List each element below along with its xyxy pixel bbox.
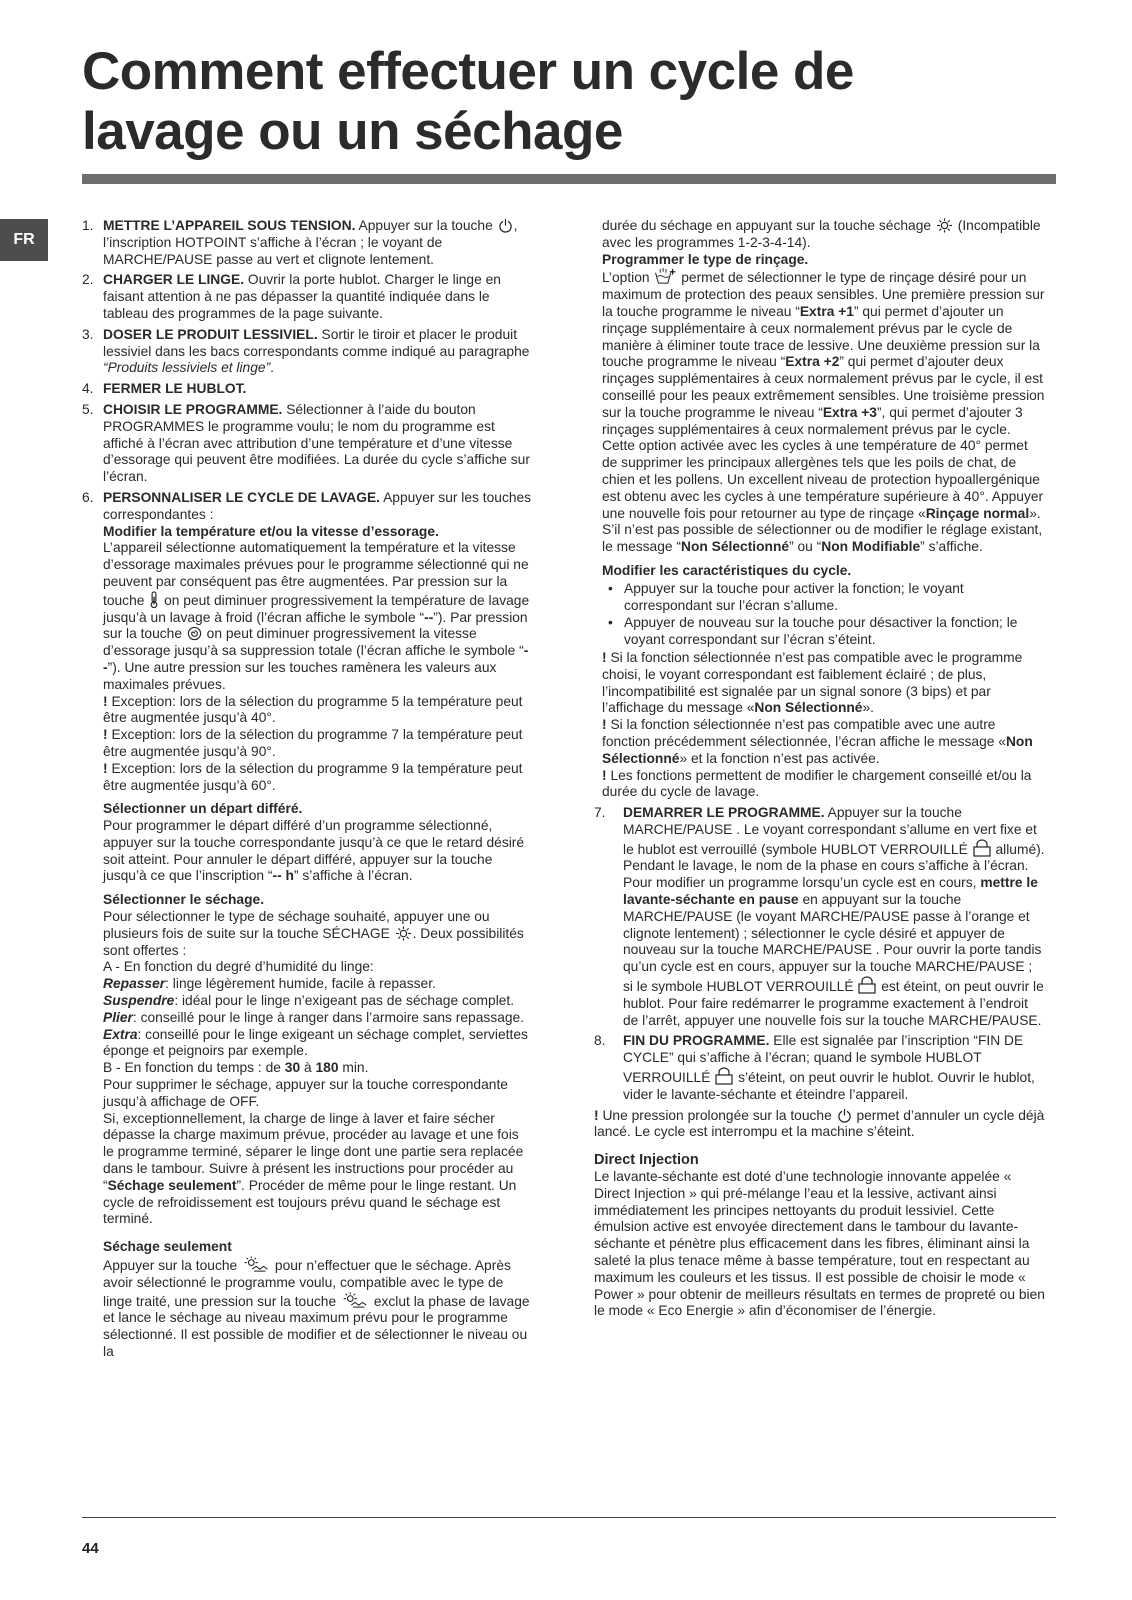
rinse-text: L’option permet de sélectionner le type de rinçage désiré pour un maximum de protection des peaux sensibles. Une première pression sur la touche programme le niveau “Extra +1” qui permet d’ajouter un rinçage supplémentaire à ceux normalement prévus par le cycle de manière à éliminer toute trace de lessive. Une deuxième pression sur la touche programme le niveau “Extra +2” qui permet d’ajouter deux rinçages supplémentaires à ceux normalement prévus par le cycle, il est conseillé pour les peaux extrêmement sensibles. Une troisième pression sur la touche programme le niveau “Extra +3”, qui permet d’ajouter 3 rinçages supplémentaires à ceux normalement prévus par le cycle. Cette option activée avec les cycles à une température de 40° permet de supprimer les principaux allergènes tels que les poils de chat, de chien et les pollens. Un excellent niveau de protection hypoallergénique est obtenu avec les cycles à une température supérieure à 40°. Appuyer une nouvelle fois pour retourner au type de rinçage «Rinçage normal». S’il n’est pas possible de sélectionner ou de modifier le réglage existant, le message “Non Sélectionné” ou “Non Modifiable” s’affiche. (602, 270, 1045, 555)
drying-continued: durée du séchage en appuyant sur la touche séchage (Incompatible avec les programmes 1-2-3-4-14). (602, 218, 1041, 250)
temperature-spin-text: L’appareil sélectionne automatiquement la température et la vitesse d’essorage maximales prévues pour le programme sélectionné qui ne peuvent par conséquent pas être augmentées. Par pression sur la touche on peut diminuer progressivement la température de lavage jusqu’à un lavage à froid (l’écran affiche le symbole “--”). Par pression sur la touche on peut diminuer progressivement la vitesse d’essorage jusqu’à sa suppression totale (l’écran affiche le symbole “--”). Une autre pression sur les touches ramènera les valeurs aux maximales prévues. (103, 540, 530, 692)
title-rule (82, 174, 1056, 184)
left-column (82, 218, 532, 1503)
language-label: FR (13, 231, 35, 248)
list-item: • Appuyer sur la touche pour activer la fonction; le voyant correspondant sur l’écran s’allume. (608, 580, 964, 613)
direct-injection-heading: Direct Injection (594, 1152, 699, 1169)
temperature-spin-heading: Modifier la température et/ou la vitesse d’essorage. (103, 523, 439, 539)
sun-drying-icon (936, 218, 953, 233)
sun-drying-icon (395, 926, 412, 941)
step-heading: DEMARRER LE PROGRAMME. (623, 805, 825, 821)
spin-icon (187, 626, 202, 641)
step-heading: METTRE L’APPAREIL SOUS TENSION. (103, 218, 356, 233)
step-heading: DOSER LE PRODUIT LESSIVIEL. (103, 326, 318, 342)
exception-note: ! Exception: lors de la sélection du programme 7 la température peut être augmentée jusqu’à 90°. (103, 727, 523, 759)
exception-note: ! Exception: lors de la sélection du programme 9 la température peut être augmentée jusqu’à 60°. (103, 760, 523, 793)
door-lock-icon (715, 1067, 733, 1085)
warning-note: ! Si la fonction sélectionnée n’est pas compatible avec une autre fonction précédemment sélectionnée, l’écran affiche le message «Non Sélectionné» et la fonction n’est pas activée. (602, 717, 1033, 766)
list-item: • Appuyer de nouveau sur la touche pour désactiver la fonction; le voyant correspondant sur l’écran s’éteint. (608, 615, 1018, 648)
drying-text: Pour sélectionner le type de séchage souhaité, appuyer une ou plusieurs fois de suite sur la touche SÉCHAGE . Deux possibilités sont offertes : (103, 909, 524, 958)
step-2: 2. CHARGER LE LINGE. Ouvrir la porte hublot. Charger le linge en faisant attention à ne pas dépasser la quantité indiquée dans le tableau des programmes de la page suivante. (82, 272, 501, 321)
step-8: 8. FIN DU PROGRAMME. Elle est signalée par l’inscription “FIN DE CYCLE” qui s’affiche à l’écran; quand le symbole HUBLOT VERROUILLÉ s’éteint, on peut ouvrir le hublot. Ouvrir le hublot, vider le lavante-séchante et éteindre l’appareil. (594, 1033, 1035, 1102)
door-lock-icon (858, 976, 876, 994)
title-line-2: lavage ou un séchage (82, 102, 623, 161)
cycle-features-heading: Modifier les caractéristiques du cycle. (602, 562, 852, 578)
drying-only-heading: Séchage seulement (103, 1239, 232, 1255)
step-heading: CHOISIR LE PROGRAMME. (103, 401, 283, 417)
power-icon (837, 1108, 852, 1123)
step-6: 6. PERSONNALISER LE CYCLE DE LAVAGE. Appuyer sur les touches correspondantes : Modifier la température et/ou la vitesse d’essorage. L’appareil sélectionne automatiquement la température et la vitesse d’essorage maximales prévues pour le programme sélectionné qui ne peuvent par conséquent pas être augmentées. Par pression sur la touche on peut diminuer progressivement la température de lavage jusqu’à un lavage à froid (l’écran affiche le symbole “--”). Par pression sur la touche on peut diminuer progressivement la vitesse d’essorage jusqu’à sa suppression totale (l’écran affiche le symbole “--”). Une autre pression sur les touches ramènera les valeurs aux maximales prévues. ! Exception: lors de la sélection du programme 5 la température peut être augmentée jusqu’à 40°. ! Exception: lors de la sélection du programme 7 la température peut être augmentée jusqu’à 90°. ! Exception: lors de la sélection du programme 9 la température peut être augmentée jusqu’à 60°. Sélectionner un départ différé. Pour programmer le départ différé d’un programme sélectionné, appuyer sur la touche correspondante jusqu’à ce que le retard désiré soit atteint. Pour annuler le départ différé, appuyer sur la touche jusqu’à ce que l’inscription “-- h” s’affiche à l’écran. Sélectionner le séchage. Pour sélectionner le type de séchage souhaité, appuyer une ou plusieurs fois de suite sur la touche SÉCHAGE . Deux possibilités sont offertes : A - En fonction du degré d’humidité du linge: Repasser: linge légèrement humide, facile à repasser. Suspendre: idéal pour le linge n’exigeant pas de séchage complet. Plier: conseillé pour le linge à ranger dans l’armoire sans repassage. Extra: conseillé pour le linge exigeant un séchage complet, serviettes éponge et peignoirs par exemple. B - En fonction du temps : de 30 à 180 min. Pour supprimer le séchage, appuyer sur la touche correspondante jusqu’à affichage de OFF. Si, exceptionnellement, la charge de linge à laver et faire sécher dépasse la charge maximum prévue, procéder au lavage et une fois le programme terminé, séparer le linge dont une partie sera replacée dans le tambour. Suivre à présent les instructions pour procéder au “Séchage seulement”. Procéder de même pour le linge restant. Un cycle de refroidissement est toujours prévu quand le séchage est terminé. Séchage seulement Appuyer sur la touche pour n’effectuer que le séchage. Après avoir sélectionné le programme voulu, compatible avec le type de linge traité, une pression sur la touche exclut la phase de lavage et lance le séchage au niveau maximum prévu pour le programme sélectionné. Il est possible de modifier et de sélectionner le niveau ou la (82, 489, 532, 1359)
right-column (594, 218, 1046, 1503)
direct-injection-text: Le lavante-séchante est doté d’une technologie innovante appelée « Direct Injection » qui pré-mélange l’eau et la lessive, activant ainsi immédiatement les principes nettoyants du produit lessiviel. Cette émulsion active est envoyée directement dans le tambour du lavante-séchante et pénètre plus efficacement dans les fibres, éliminant ainsi la saleté la plus tenace même à basse température, tout en respectant au maximum les couleurs et les tissus. Il est possible de choisir le mode « Power » pour obtenir de meilleurs résultats en termes de propreté ou bien le mode « Eco Energie » afin d’économiser de l’énergie. (594, 1169, 1045, 1319)
exception-note: ! Exception: lors de la sélection du programme 5 la température peut être augmentée jusqu’à 40°. (103, 693, 523, 726)
title-line-1: Comment effectuer un cycle de (82, 42, 854, 101)
step-5: 5. CHOISIR LE PROGRAMME. Sélectionner à l’aide du bouton PROGRAMMES le programme voulu; le nom du programme est affiché à l’écran avec attribution d’une température et d’une vitesse d’essorage qui peuvent être modifiées. La durée du cycle s’affiche sur l’écran. (82, 401, 530, 485)
step-3: 3. DOSER LE PRODUIT LESSIVIEL. Sortir le tiroir et placer le produit lessiviel dans les bacs correspondants comme indiqué au paragraphe “Produits lessiviels et linge”. (82, 326, 530, 376)
step-heading: FERMER LE HUBLOT. (103, 381, 247, 397)
warning-note: ! Si la fonction sélectionnée n’est pas compatible avec le programme choisi, le voyant correspondant est faiblement éclairé ; de plus, l’incompatibilité est signalée par un signal sonore (3 bips) et par l’affichage du message «Non Sélectionné». (602, 649, 1023, 716)
warning-note: ! Les fonctions permettent de modifier le chargement conseillé et/ou la durée du cycle de lavage. (602, 767, 1032, 800)
rinse-plus-icon (654, 268, 676, 285)
language-tab (0, 219, 48, 261)
step-1: 1. METTRE L’APPAREIL SOUS TENSION. Appuyer sur la touche , l’inscription HOTPOINT s’affiche à l’écran ; le voyant de MARCHE/PAUSE passe au vert et clignote lentement. (82, 218, 518, 267)
step-number: 1. (82, 218, 94, 233)
drying-only-text: Appuyer sur la touche pour n’effectuer que le séchage. Après avoir sélectionné le programme voulu, compatible avec le type de linge traité, une pression sur la touche exclut la phase de lavage et lance le séchage au niveau maximum prévu pour le programme sélectionné. Il est possible de modifier et de sélectionner le niveau ou la (103, 1258, 530, 1359)
rinse-heading: Programmer le type de rinçage. (602, 251, 809, 267)
power-icon (498, 218, 513, 233)
step-heading: FIN DU PROGRAMME. (623, 1033, 770, 1049)
page-number: 44 (82, 1540, 99, 1557)
drying-heading: Sélectionner le séchage. (103, 892, 265, 908)
thermometer-icon (149, 591, 159, 608)
door-lock-icon (973, 839, 991, 857)
delay-text: Pour programmer le départ différé d’un programme sélectionné, appuyer sur la touche correspondante jusqu’à ce que le retard désiré soit atteint. Pour annuler le départ différé, appuyer sur la touche jusqu’à ce que l’inscription “-- h” s’affiche à l’écran. (103, 818, 525, 884)
step-heading: CHARGER LE LINGE. (103, 272, 245, 288)
step-heading: PERSONNALISER LE CYCLE DE LAVAGE. (103, 489, 380, 505)
drying-only-icon (341, 1292, 369, 1309)
delay-heading: Sélectionner un départ différé. (103, 801, 303, 817)
page-title (82, 42, 1062, 162)
step-7: 7. DEMARRER LE PROGRAMME. Appuyer sur la touche MARCHE/PAUSE . Le voyant correspondant s’allume en vert fixe et le hublot est verrouillé (symbole HUBLOT VERROUILLÉ allumé). Pendant le lavage, le nom de la phase en cours s’affiche à l’écran. Pour modifier un programme lorsqu’un cycle est en cours, mettre le lavante-séchante en pause en appuyant sur la touche MARCHE/PAUSE (le voyant MARCHE/PAUSE passe à l’orange et clignote lentement) ; sélectionner le cycle désiré et appuyer de nouveau sur la touche MARCHE/PAUSE . Pour ouvrir la porte tandis qu’un cycle est en cours, appuyer sur la touche MARCHE/PAUSE ; si le symbole HUBLOT VERROUILLÉ est éteint, on peut ouvrir le hublot. Pour faire redémarrer le programme exactement à l’endroit de l’arrêt, appuyer une nouvelle fois sur la touche MARCHE/PAUSE. (594, 805, 1045, 1028)
footer-rule (82, 1517, 1056, 1518)
step-4: 4. FERMER LE HUBLOT. (82, 381, 247, 397)
long-press-note: ! Une pression prolongée sur la touche permet d’annuler un cycle déjà lancé. Le cycle est interrompu et la machine s’éteint. (594, 1107, 1045, 1140)
drying-only-icon (242, 1256, 270, 1273)
